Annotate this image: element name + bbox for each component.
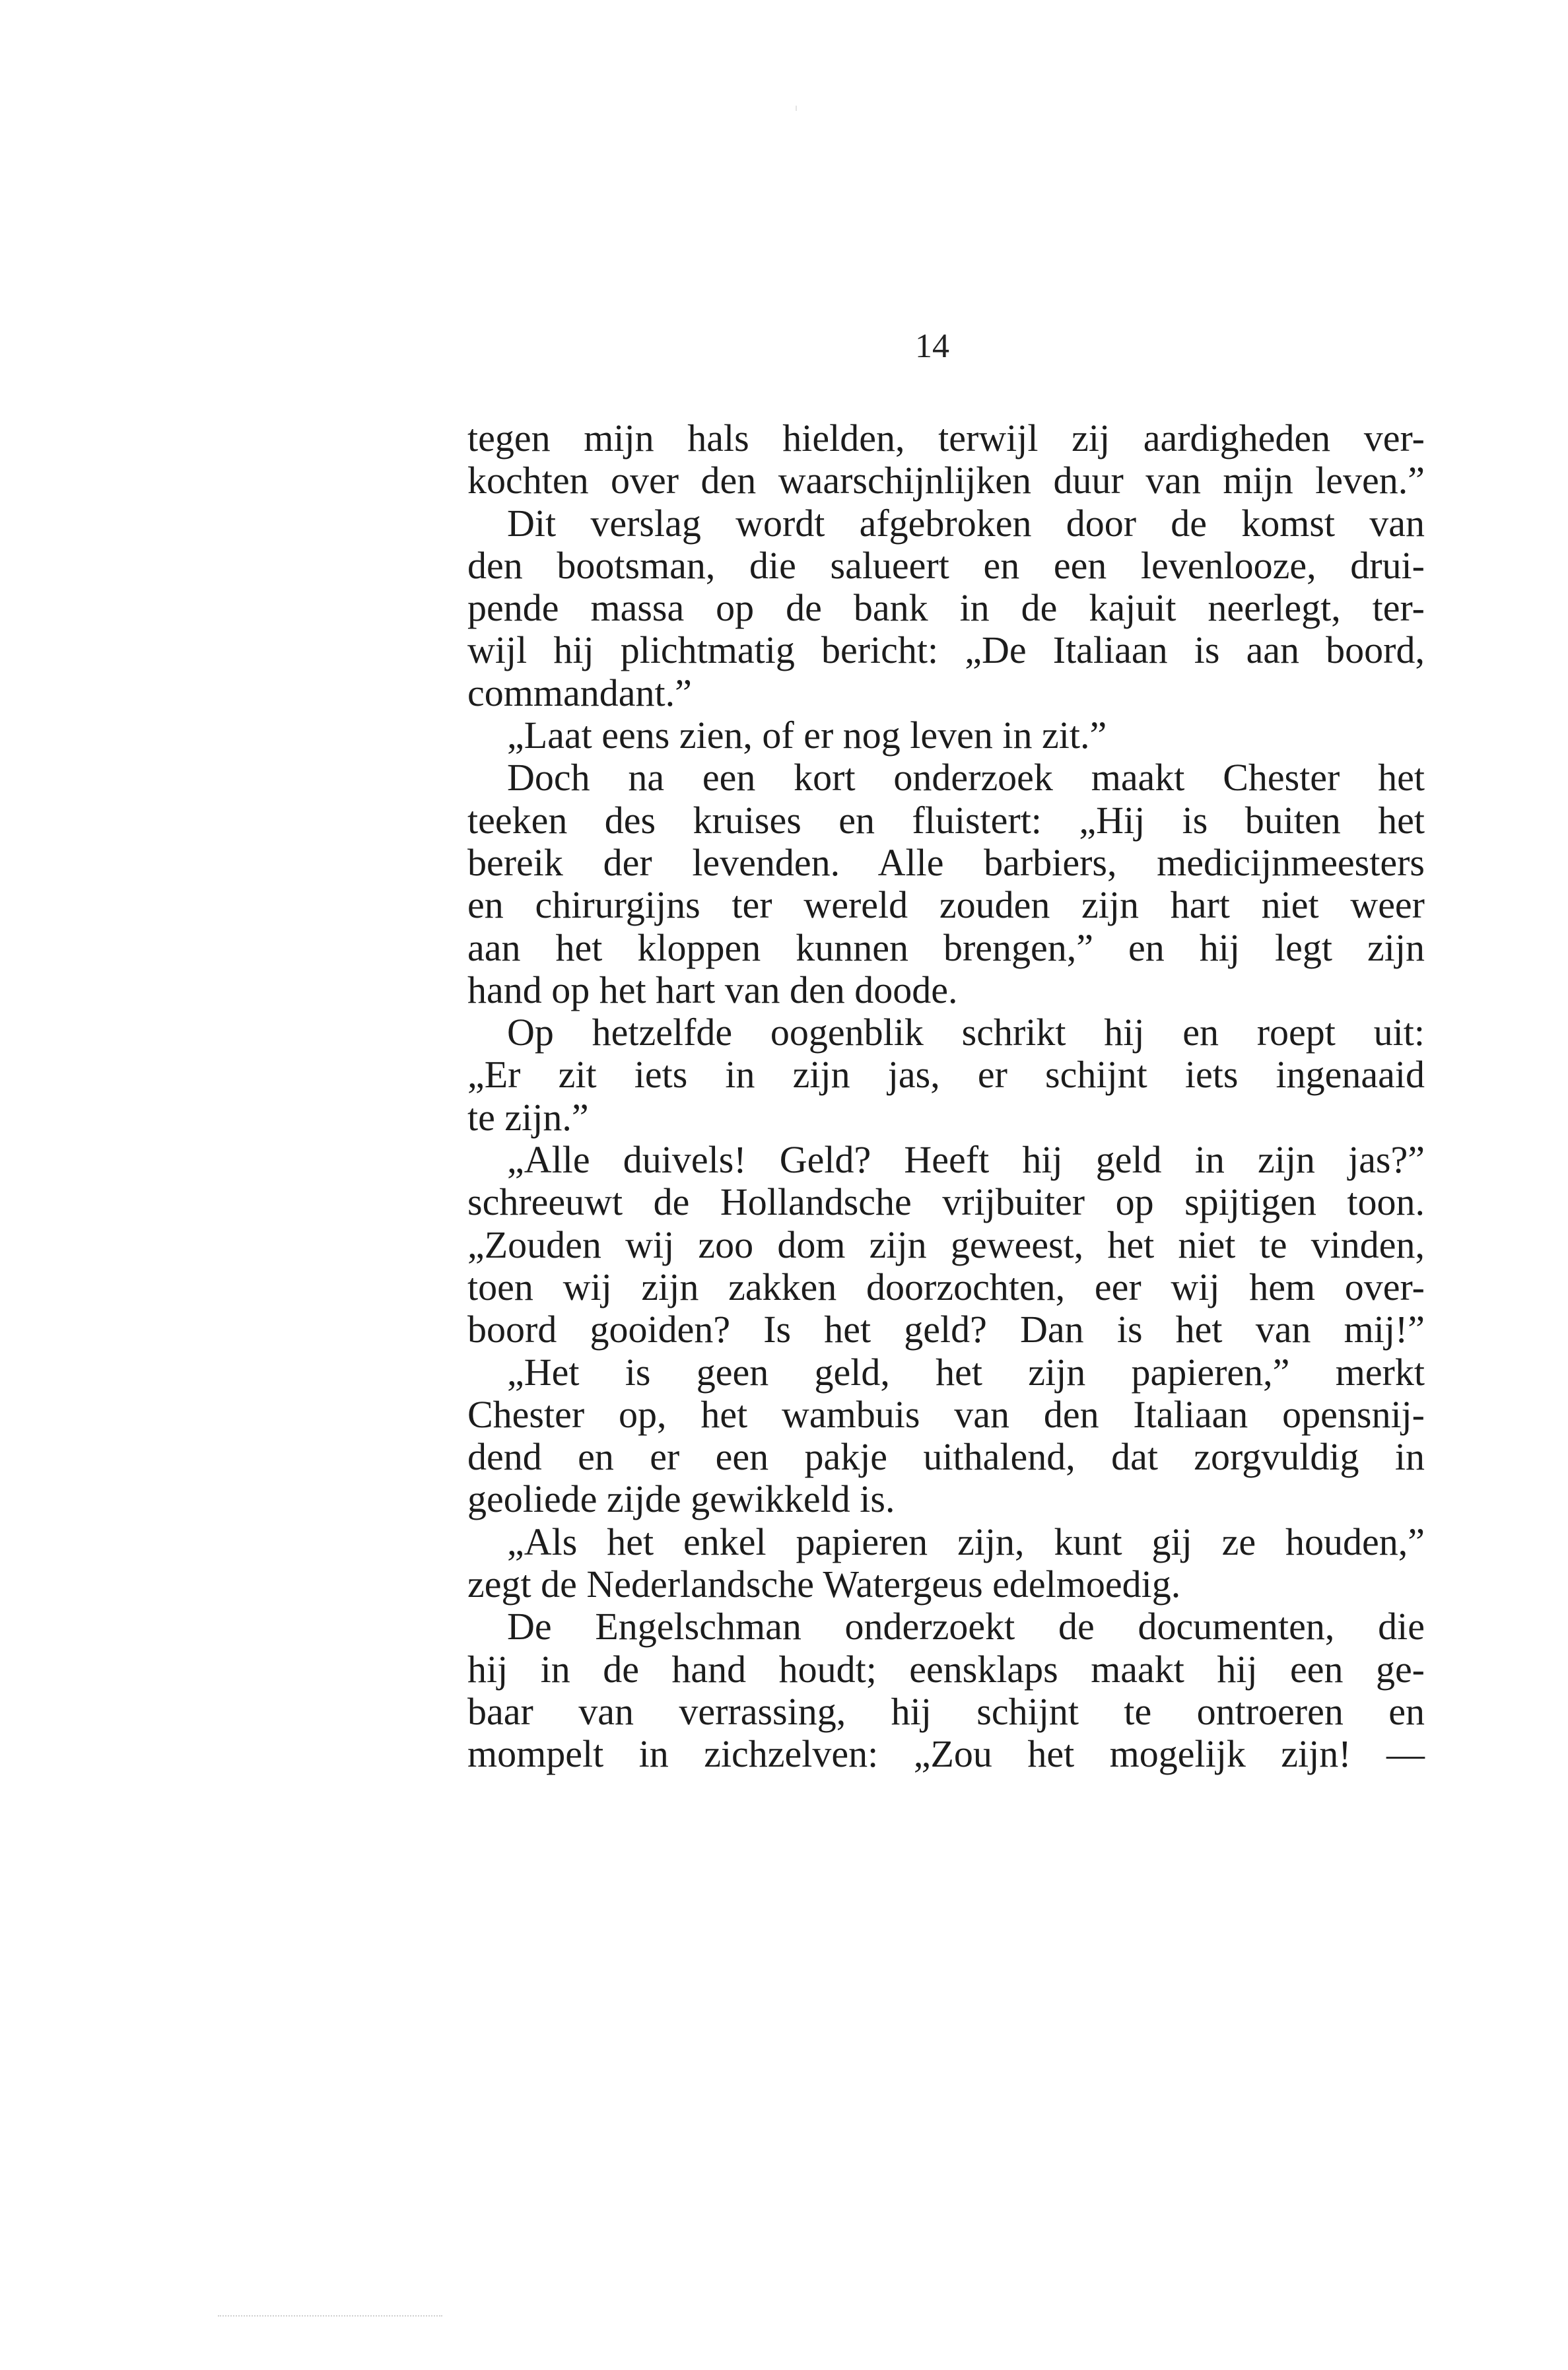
text-line: „Als het enkel papieren zijn, kunt gij ze houden,” xyxy=(507,1520,1425,1563)
text-line: dend en er een pakje uithalend, dat zorgvuldig in xyxy=(467,1435,1425,1479)
text-line: Chester op, het wambuis van den Italiaan opensnij- xyxy=(467,1392,1425,1436)
text-line: bereik der levenden. Alle barbiers, medicijnmeesters xyxy=(467,840,1425,884)
text-line: teeken des kruises en fluistert: „Hij is buiten het xyxy=(467,798,1425,842)
text-line: aan het kloppen kunnen brengen,” en hij legt zijn xyxy=(467,926,1425,969)
text-line: Doch na een kort onderzoek maakt Chester het xyxy=(507,756,1425,799)
text-line: hand op het hart van den doode. xyxy=(467,968,958,1011)
text-line: schreeuwt de Hollandsche vrijbuiter op spijtigen toon. xyxy=(467,1180,1425,1224)
text-line: toen wij zijn zakken doorzochten, eer wij hem over- xyxy=(467,1265,1425,1308)
text-line: boord gooiden? Is het geld? Dan is het van mij!” xyxy=(467,1308,1425,1351)
page-number: 14 xyxy=(915,327,949,365)
text-line: „Laat eens zien, of er nog leven in zit.” xyxy=(507,714,1107,757)
body-text xyxy=(467,417,1425,1776)
text-line: hij in de hand houdt; eensklaps maakt hij een ge- xyxy=(467,1647,1425,1691)
text-line: kochten over den waarschijnlijken duur van mijn leven.” xyxy=(467,459,1425,502)
text-line: te zijn.” xyxy=(467,1095,589,1139)
text-line: „Er zit iets in zijn jas, er schijnt iets ingenaaid xyxy=(467,1053,1425,1097)
text-line: commandant.” xyxy=(467,671,692,714)
text-line: „Zouden wij zoo dom zijn geweest, het niet te vinden, xyxy=(467,1223,1425,1266)
text-line: Dit verslag wordt afgebroken door de komst van xyxy=(507,501,1425,545)
text-line: tegen mijn hals hielden, terwijl zij aardigheden ver- xyxy=(467,417,1425,459)
text-line: wijl hij plichtmatig bericht: „De Italiaan is aan boord, xyxy=(467,628,1425,672)
text-line: baar van verrassing, hij schijnt te ontroeren en xyxy=(467,1689,1425,1733)
text-line: geoliede zijde gewikkeld is. xyxy=(467,1477,895,1521)
text-line: De Engelschman onderzoekt de documenten, die xyxy=(507,1605,1425,1648)
scan-speck xyxy=(796,106,797,111)
text-line: zegt de Nederlandsche Watergeus edelmoedig. xyxy=(467,1563,1181,1606)
text-line: Op hetzelfde oogenblik schrikt hij en roept uit: xyxy=(507,1011,1425,1054)
text-line: en chirurgijns ter wereld zouden zijn hart niet weer xyxy=(467,883,1425,927)
text-line: den bootsman, die salueert en een levenlooze, drui- xyxy=(467,543,1425,587)
text-line: „Het is geen geld, het zijn papieren,” merkt xyxy=(507,1350,1425,1394)
scan-artifact xyxy=(218,2315,442,2319)
text-line: „Alle duivels! Geld? Heeft hij geld in zijn jas?” xyxy=(507,1138,1425,1182)
text-line: pende massa op de bank in de kajuit neerlegt, ter- xyxy=(467,586,1425,630)
text-line: mompelt in zichzelven: „Zou het mogelijk zijn! — xyxy=(467,1732,1425,1776)
